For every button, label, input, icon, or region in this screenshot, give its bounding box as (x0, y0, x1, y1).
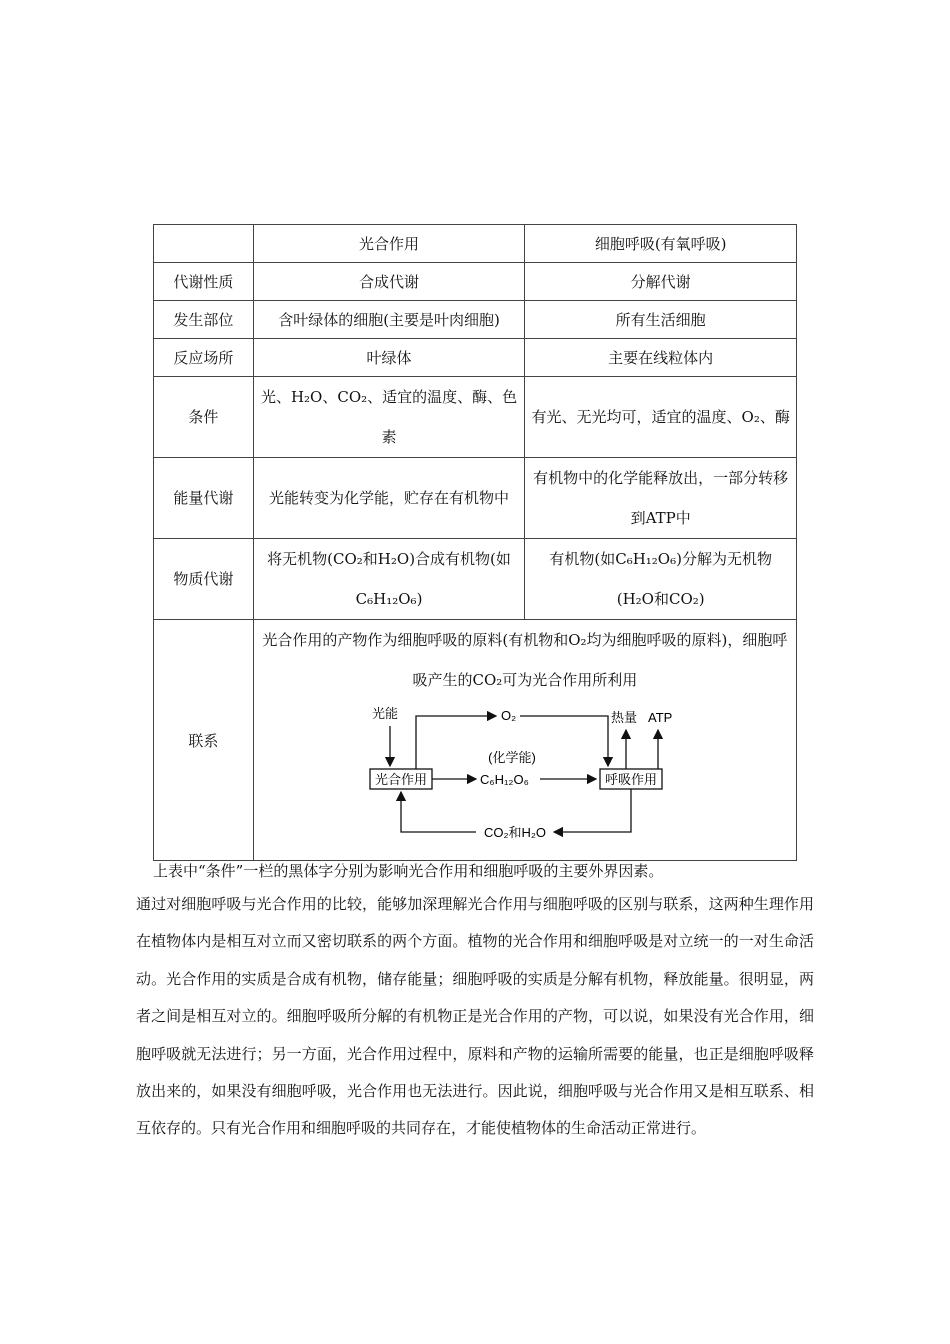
row-cell-photosynthesis: 合成代谢 (253, 263, 525, 301)
co2-h2o-label: CO₂和H₂O (483, 825, 546, 840)
photosynthesis-box-label: 光合作用 (374, 772, 427, 787)
row-label: 联系 (154, 620, 254, 861)
header-cell-photosynthesis: 光合作用 (253, 225, 525, 263)
row-label: 条件 (154, 377, 254, 458)
row-label: 能量代谢 (154, 458, 254, 539)
light-label: 光能 (371, 706, 398, 721)
heat-label: 热量 (610, 710, 637, 725)
row-label: 物质代谢 (154, 539, 254, 620)
table-row-link (154, 620, 797, 861)
row-cell-photosynthesis: 光能转变为化学能，贮存在有机物中 (253, 458, 525, 539)
header-cell-empty (154, 225, 254, 263)
glucose-label: C₆H₁₂O₆ (479, 772, 529, 787)
row-cell-photosynthesis: 叶绿体 (253, 339, 525, 377)
row-cell-respiration: 有机物(如C₆H₁₂O₆)分解为无机物(H₂O和CO₂) (525, 539, 797, 620)
row-label: 反应场所 (154, 339, 254, 377)
row-cell-respiration: 分解代谢 (525, 263, 797, 301)
o2-arrow (416, 716, 496, 769)
row-cell-respiration: 所有生活细胞 (525, 301, 797, 339)
header-cell-respiration: 细胞呼吸(有氧呼吸) (525, 225, 797, 263)
chemical-energy-label: (化学能) (488, 750, 536, 765)
row-cell-photosynthesis: 光、H₂O、CO₂、适宜的温度、酶、色素 (253, 377, 525, 458)
comparison-table (153, 224, 797, 861)
row-label: 代谢性质 (154, 263, 254, 301)
table-note: 上表中“条件”一栏的黑体字分别为影响光合作用和细胞呼吸的主要外界因素。 (153, 862, 664, 880)
row-label: 发生部位 (154, 301, 254, 339)
row-cell-photosynthesis: 含叶绿体的细胞(主要是叶肉细胞) (253, 301, 525, 339)
table-row (154, 377, 797, 458)
row-cell-respiration: 主要在线粒体内 (525, 339, 797, 377)
table-row (154, 539, 797, 620)
co2-h2o-in-arrow (554, 789, 631, 832)
table-row (154, 263, 797, 301)
body-paragraph: 通过对细胞呼吸与光合作用的比较，能够加深理解光合作用与细胞呼吸的区别与联系，这两种生理作用在植物体内是相互对立而又密切联系的两个方面。植物的光合作用和细胞呼吸是对立统一的一对生命活动。光合作用的实质是合成有机物，储存能量；细胞呼吸的实质是分解有机物，释放能量。很明显，两者之间是相互对立的。细胞呼吸所分解的有机物正是光合作用的产物，可以说，如果没有光合作用，细胞呼吸就无法进行；另一方面，光合作用过程中，原料和产物的运输所需要的能量，也正是细胞呼吸释放出来的，如果没有细胞呼吸，光合作用也无法进行。因此说，细胞呼吸与光合作用又是相互联系、相互依存的。只有光合作用和细胞呼吸的共同存在，才能使植物体的生命活动正常进行。 (136, 895, 814, 1138)
row-cell-respiration: 有光、无光均可，适宜的温度、O₂、酶 (525, 377, 797, 458)
link-text: 光合作用的产物作为细胞呼吸的原料(有机物和O₂均为细胞呼吸的原料)，细胞呼吸产生的CO₂可为光合作用所利用 (262, 631, 788, 689)
table-row (154, 339, 797, 377)
photosynthesis-respiration-diagram (360, 702, 690, 852)
row-cell-photosynthesis: 将无机物(CO₂和H₂O)合成有机物(如C₆H₁₂O₆) (253, 539, 525, 620)
table-row (154, 301, 797, 339)
co2-h2o-out-arrow (401, 792, 476, 832)
respiration-box-label: 呼吸作用 (604, 772, 657, 787)
o2-label: O₂ (500, 708, 517, 723)
table-header-row (154, 225, 797, 263)
link-cell (253, 620, 796, 861)
atp-label: ATP (647, 710, 673, 725)
table-row (154, 458, 797, 539)
row-cell-respiration: 有机物中的化学能释放出，一部分转移到ATP中 (525, 458, 797, 539)
